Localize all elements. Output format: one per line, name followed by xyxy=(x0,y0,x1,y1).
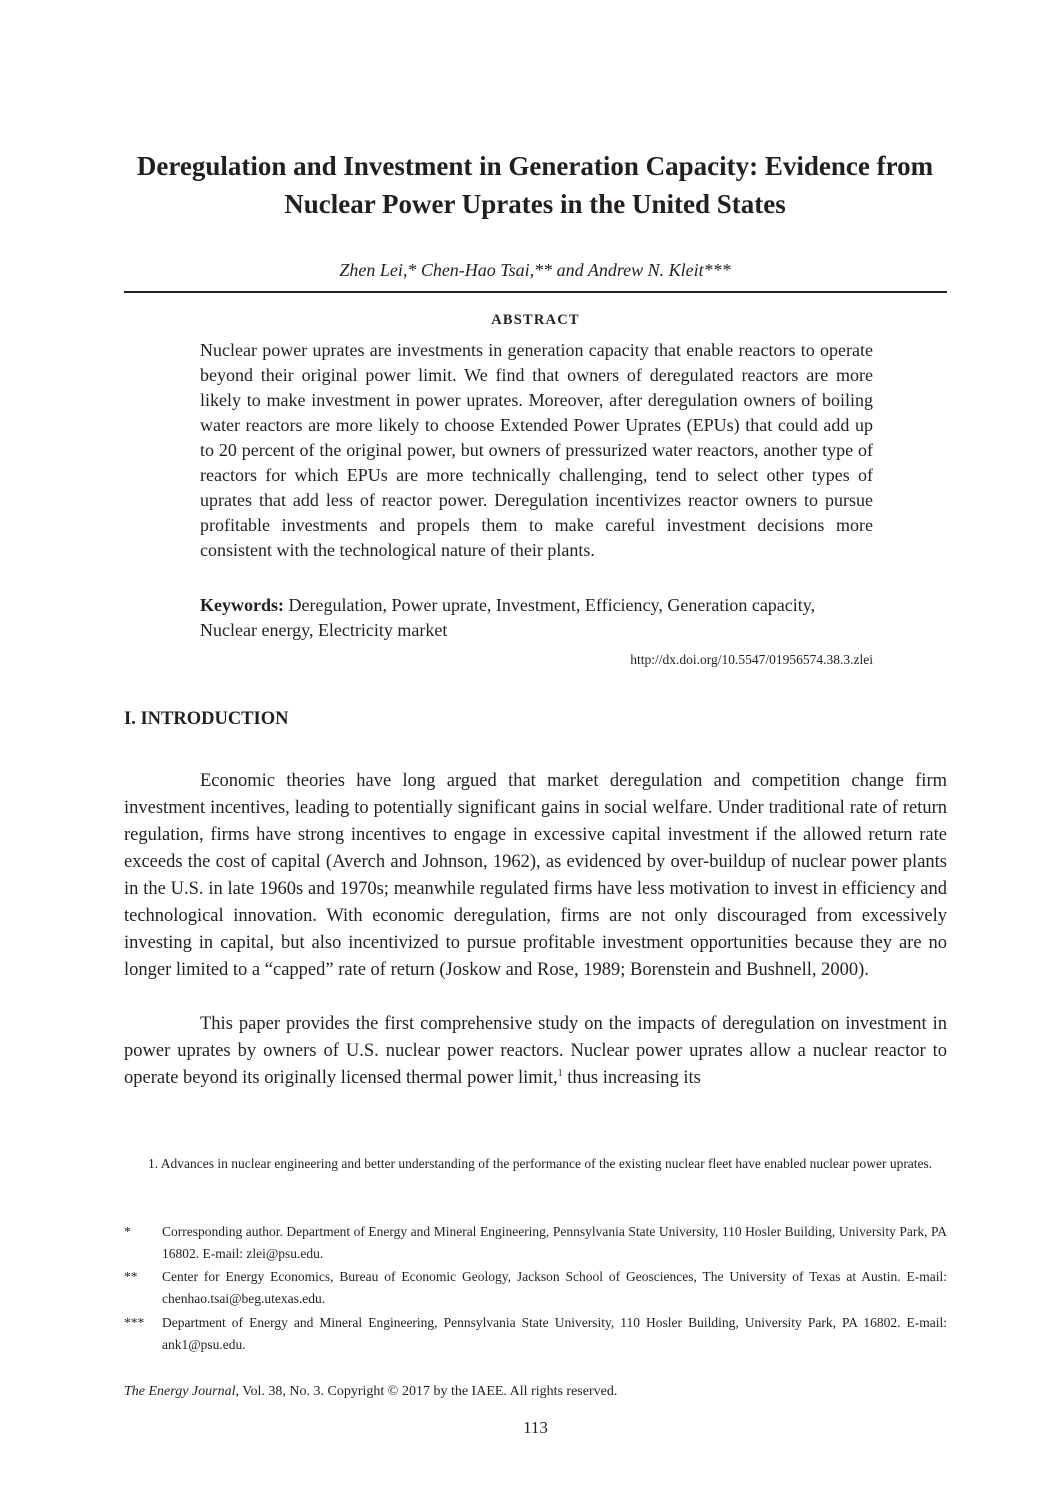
intro-paragraph-2 xyxy=(124,1011,947,1092)
intro-paragraph-2-tail: thus increasing its xyxy=(562,1068,701,1088)
footnote-1: 1. Advances in nuclear engineering and better understanding of the performance of the existing nuclear fleet have enabled nuclear power uprates. xyxy=(148,1156,933,1171)
journal-name: The Energy Journal xyxy=(124,1384,236,1399)
affiliation-2 xyxy=(124,1266,947,1310)
author-list: Zhen Lei,* Chen-Hao Tsai,** and Andrew N. Kleit*** xyxy=(339,260,731,280)
keywords-list: Deregulation, Power uprate, Investment, Efficiency, Generation capacity, Nuclear energy, Electricity market xyxy=(200,595,816,640)
affiliation-1 xyxy=(124,1221,947,1265)
affiliation-text: Department of Energy and Mineral Engineering, Pennsylvania State University, 110 Hosler Building, University Park, PA 16802. E-mail: ank1@psu.edu. xyxy=(162,1315,947,1352)
keywords-label: Keywords: xyxy=(200,595,284,615)
doi-link[interactable]: http://dx.doi.org/10.5547/01956574.38.3.zlei xyxy=(630,652,873,667)
title-divider xyxy=(124,291,947,293)
intro-paragraph-2-text: This paper provides the first comprehensive study on the impacts of deregulation on investment in power uprates by owners of U.S. nuclear power reactors. Nuclear power uprates allow a nuclear reactor to operate beyond its originally licensed thermal power limit, xyxy=(124,1014,947,1088)
abstract-text: Nuclear power uprates are investments in generation capacity that enable reactors to operate beyond their original power limit. We find that owners of deregulated reactors are more likely to make investment in power uprates. Moreover, after deregulation owners of boiling water reactors are more likely to choose Extended Power Uprates (EPUs) that could add up to 20 percent of the original power, but owners of pressurized water reactors, another type of reactors for which EPUs are more technically challenging, tend to select other types of uprates that add less of reactor power. Deregulation incentivizes reactor owners to pursue profitable investments and propels them to make careful investment decisions more consistent with the technological nature of their plants. xyxy=(200,340,873,560)
section-heading-introduction: I. INTRODUCTION xyxy=(124,709,289,729)
affiliation-mark: * xyxy=(124,1224,131,1239)
affiliation-text: Center for Energy Economics, Bureau of Economic Geology, Jackson School of Geosciences, The University of Texas at Austin. E-mail: chenhao.tsai@beg.utexas.edu. xyxy=(162,1269,947,1306)
paper-title: Deregulation and Investment in Generation Capacity: Evidence from Nuclear Power Uprates in the United States xyxy=(136,151,934,219)
affiliation-mark: *** xyxy=(124,1315,145,1330)
affiliation-mark: ** xyxy=(124,1269,138,1284)
footnote-reference[interactable]: 1 xyxy=(557,1067,563,1079)
abstract-heading: ABSTRACT xyxy=(491,312,580,328)
intro-paragraph-1: Economic theories have long argued that market deregulation and competition change firm investment incentives, leading to potentially significant gains in social welfare. Under traditional rate of return regulation, firms have strong incentives to engage in excessive capital investment if the allowed return rate exceeds the cost of capital (Averch and Johnson, 1962), as evidenced by over-buildup of nuclear power plants in the U.S. in late 1960s and 1970s; meanwhile regulated firms have less motivation to invest in efficiency and technological innovation. With economic deregulation, firms are not only discouraged from excessively investing in capital, but also incentivized to pursue profitable investment opportunities because they are no longer limited to a “capped” rate of return (Joskow and Rose, 1989; Borenstein and Bushnell, 2000). xyxy=(124,771,947,980)
journal-details: , Vol. 38, No. 3. Copyright © 2017 by the IAEE. All rights reserved. xyxy=(235,1384,618,1399)
page-number: 113 xyxy=(523,1418,548,1437)
keywords xyxy=(200,593,873,643)
journal-citation xyxy=(124,1382,947,1402)
affiliation-3 xyxy=(124,1312,947,1356)
affiliation-text: Corresponding author. Department of Energy and Mineral Engineering, Pennsylvania State University, 110 Hosler Building, University Park, PA 16802. E-mail: zlei@psu.edu. xyxy=(162,1224,947,1261)
